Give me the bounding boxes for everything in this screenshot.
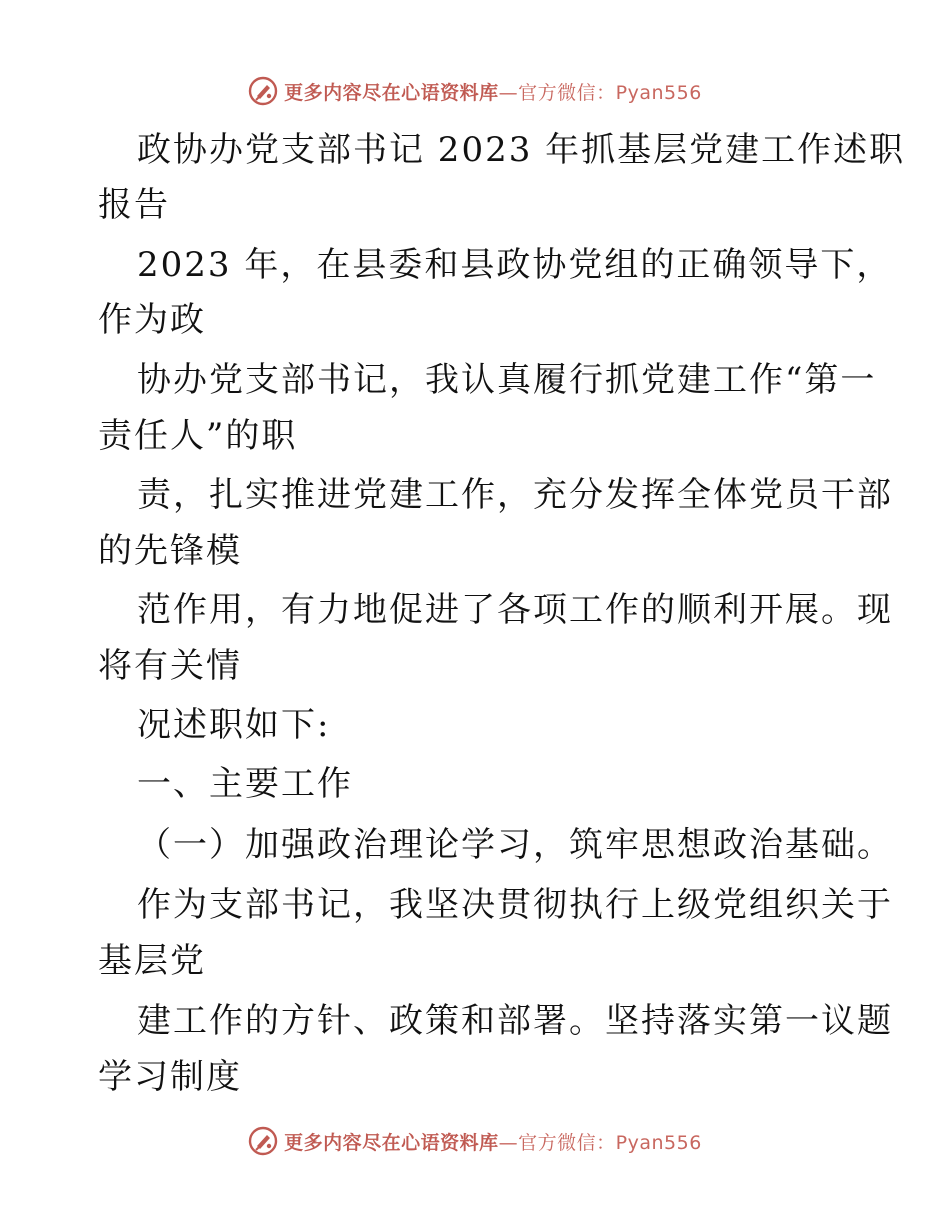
footer-watermark: [0, 1121, 950, 1161]
text-line: 政协办党支部书记 2023 年抓基层党建工作述职: [137, 130, 906, 170]
text-line: 将有关情: [98, 646, 242, 686]
header-watermark: [0, 71, 950, 111]
text-line: 责，扎实推进党建工作，充分发挥全体党员干部: [137, 475, 893, 515]
text-line: 责任人”的职: [98, 416, 298, 456]
watermark-suffix: 官方微信：Pyan556: [518, 1131, 702, 1154]
brand-logo-icon: [248, 1126, 278, 1156]
watermark-separator: —: [498, 1131, 519, 1154]
text-line: 建工作的方针、政策和部署。坚持落实第一议题: [137, 1001, 893, 1041]
watermark-text: [284, 78, 702, 105]
text-line: 报告: [98, 185, 170, 225]
text-line: 2023 年，在县委和县政协党组的正确领导下，: [137, 245, 893, 285]
text-line: 作为政: [98, 300, 206, 340]
text-line: 况述职如下:: [137, 705, 331, 745]
watermark-text: [284, 1128, 702, 1155]
text-line: 的先锋模: [98, 531, 242, 571]
subsection-heading: （一）加强政治理论学习，筑牢思想政治基础。: [137, 825, 893, 865]
watermark-brand: 更多内容尽在心语资料库: [284, 81, 499, 104]
section-heading: 一、主要工作: [137, 764, 353, 804]
text-line: 范作用，有力地促进了各项工作的顺利开展。现: [137, 590, 893, 630]
watermark-separator: —: [498, 81, 519, 104]
text-line: 学习制度: [98, 1057, 242, 1097]
brand-logo-icon: [248, 76, 278, 106]
watermark-suffix: 官方微信：Pyan556: [518, 81, 702, 104]
text-line: 作为支部书记，我坚决贯彻执行上级党组织关于: [137, 885, 893, 925]
watermark-brand: 更多内容尽在心语资料库: [284, 1131, 499, 1154]
text-line: 协办党支部书记，我认真履行抓党建工作“第一: [137, 360, 877, 400]
text-line: 基层党: [98, 941, 206, 981]
